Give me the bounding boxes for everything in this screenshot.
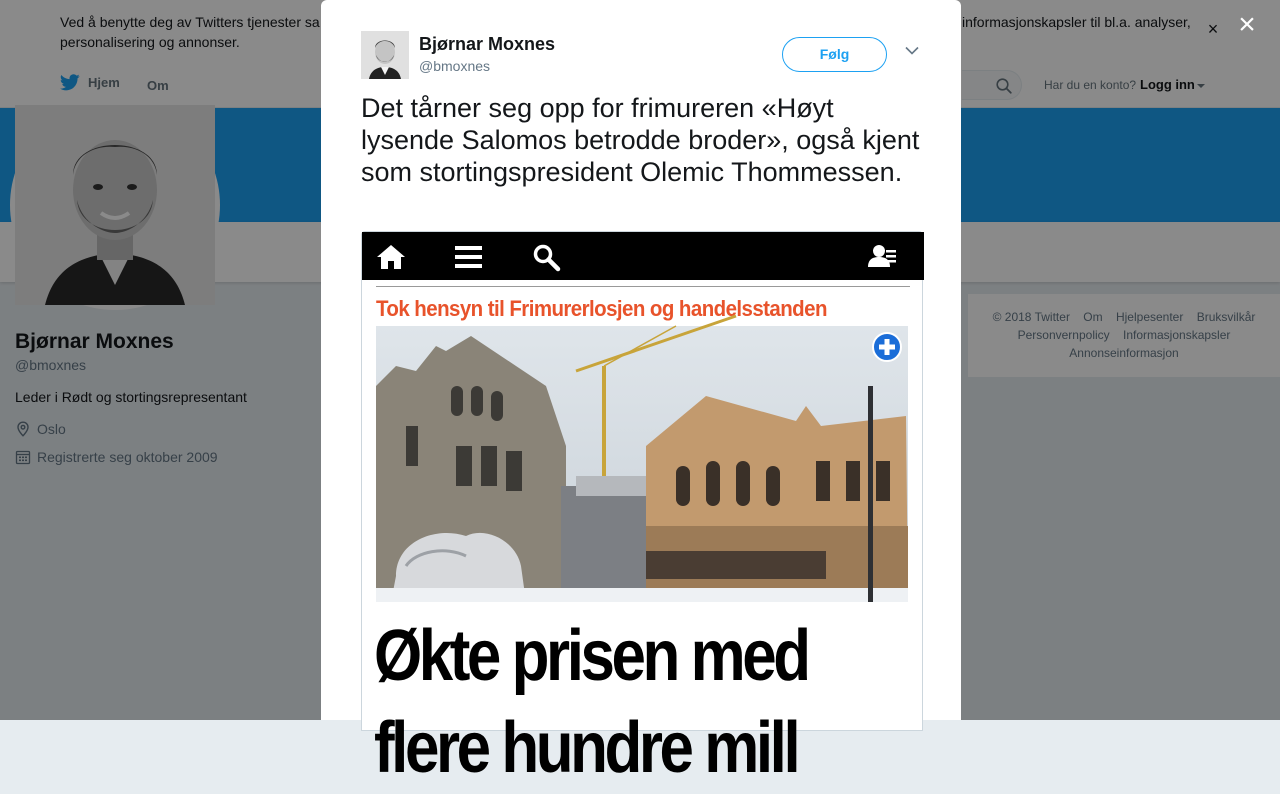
screenshot-app-bar bbox=[362, 232, 924, 280]
home-icon bbox=[376, 244, 406, 270]
footer-copyright: © 2018 Twitter bbox=[992, 310, 1070, 324]
login-dropdown[interactable]: Logg inn bbox=[1140, 77, 1205, 92]
article-photo bbox=[376, 326, 908, 602]
tweet-modal bbox=[321, 0, 961, 788]
divider bbox=[376, 286, 910, 287]
footer-link-ads[interactable]: Annonseinformasjon bbox=[1069, 346, 1179, 360]
menu-icon bbox=[455, 246, 482, 268]
nav-about-link[interactable]: Om bbox=[147, 78, 169, 93]
cookie-close-icon[interactable]: × bbox=[1207, 19, 1219, 39]
profile-name[interactable]: Bjørnar Moxnes bbox=[15, 330, 174, 353]
profile-bio: Leder i Rødt og stortingsrepresentant bbox=[15, 389, 247, 405]
tweet-author-name[interactable]: Bjørnar Moxnes bbox=[419, 34, 556, 54]
user-icon bbox=[867, 244, 897, 268]
footer-link-privacy[interactable]: Personvernpolicy bbox=[1017, 328, 1110, 342]
cookie-notice-text: Ved å benytte deg av Twitters tjenester sa personalisering og annonser. bbox=[60, 14, 320, 50]
profile-handle[interactable]: @bmoxnes bbox=[15, 357, 87, 373]
profile-location: Oslo bbox=[15, 421, 66, 437]
avatar-photo bbox=[361, 31, 409, 79]
footer-link-terms[interactable]: Bruksvilkår bbox=[1196, 310, 1256, 324]
footer-link-help[interactable]: Hjelpesenter bbox=[1115, 310, 1184, 324]
magnifier-icon bbox=[533, 244, 560, 271]
tweet-author-avatar[interactable] bbox=[361, 31, 409, 79]
account-question: Har du en konto? bbox=[1044, 78, 1137, 92]
tweet-media-image[interactable] bbox=[361, 231, 923, 788]
tweet-author-handle[interactable]: @bmoxnes bbox=[419, 58, 491, 74]
article-subheadline: Tok hensyn til Frimurerlosjen og handelsstanden bbox=[376, 296, 827, 321]
footer-link-cookies[interactable]: Informasjonskapsler bbox=[1123, 328, 1231, 342]
nav-home-link[interactable]: Hjem bbox=[60, 74, 120, 91]
profile-joined-date: Registrerte seg oktober 2009 bbox=[15, 449, 218, 465]
article-headline: Økte prisen med flere hundre mill bbox=[374, 616, 808, 788]
chevron-down-icon[interactable] bbox=[905, 46, 919, 55]
close-icon[interactable]: × bbox=[1238, 8, 1256, 41]
plus-circle-icon bbox=[872, 332, 902, 362]
follow-button[interactable]: Følg bbox=[782, 37, 887, 72]
tweet-text: Det tårner seg opp for frimureren «Høyt lysende Salomos betrodde broder», også kjent som stortingspresident Olemic Thommessen. bbox=[361, 93, 920, 187]
footer-link-about[interactable]: Om bbox=[1083, 310, 1103, 324]
cookie-notice-text-right: informasjonskapsler til bl.a. analyser, bbox=[962, 14, 1191, 30]
